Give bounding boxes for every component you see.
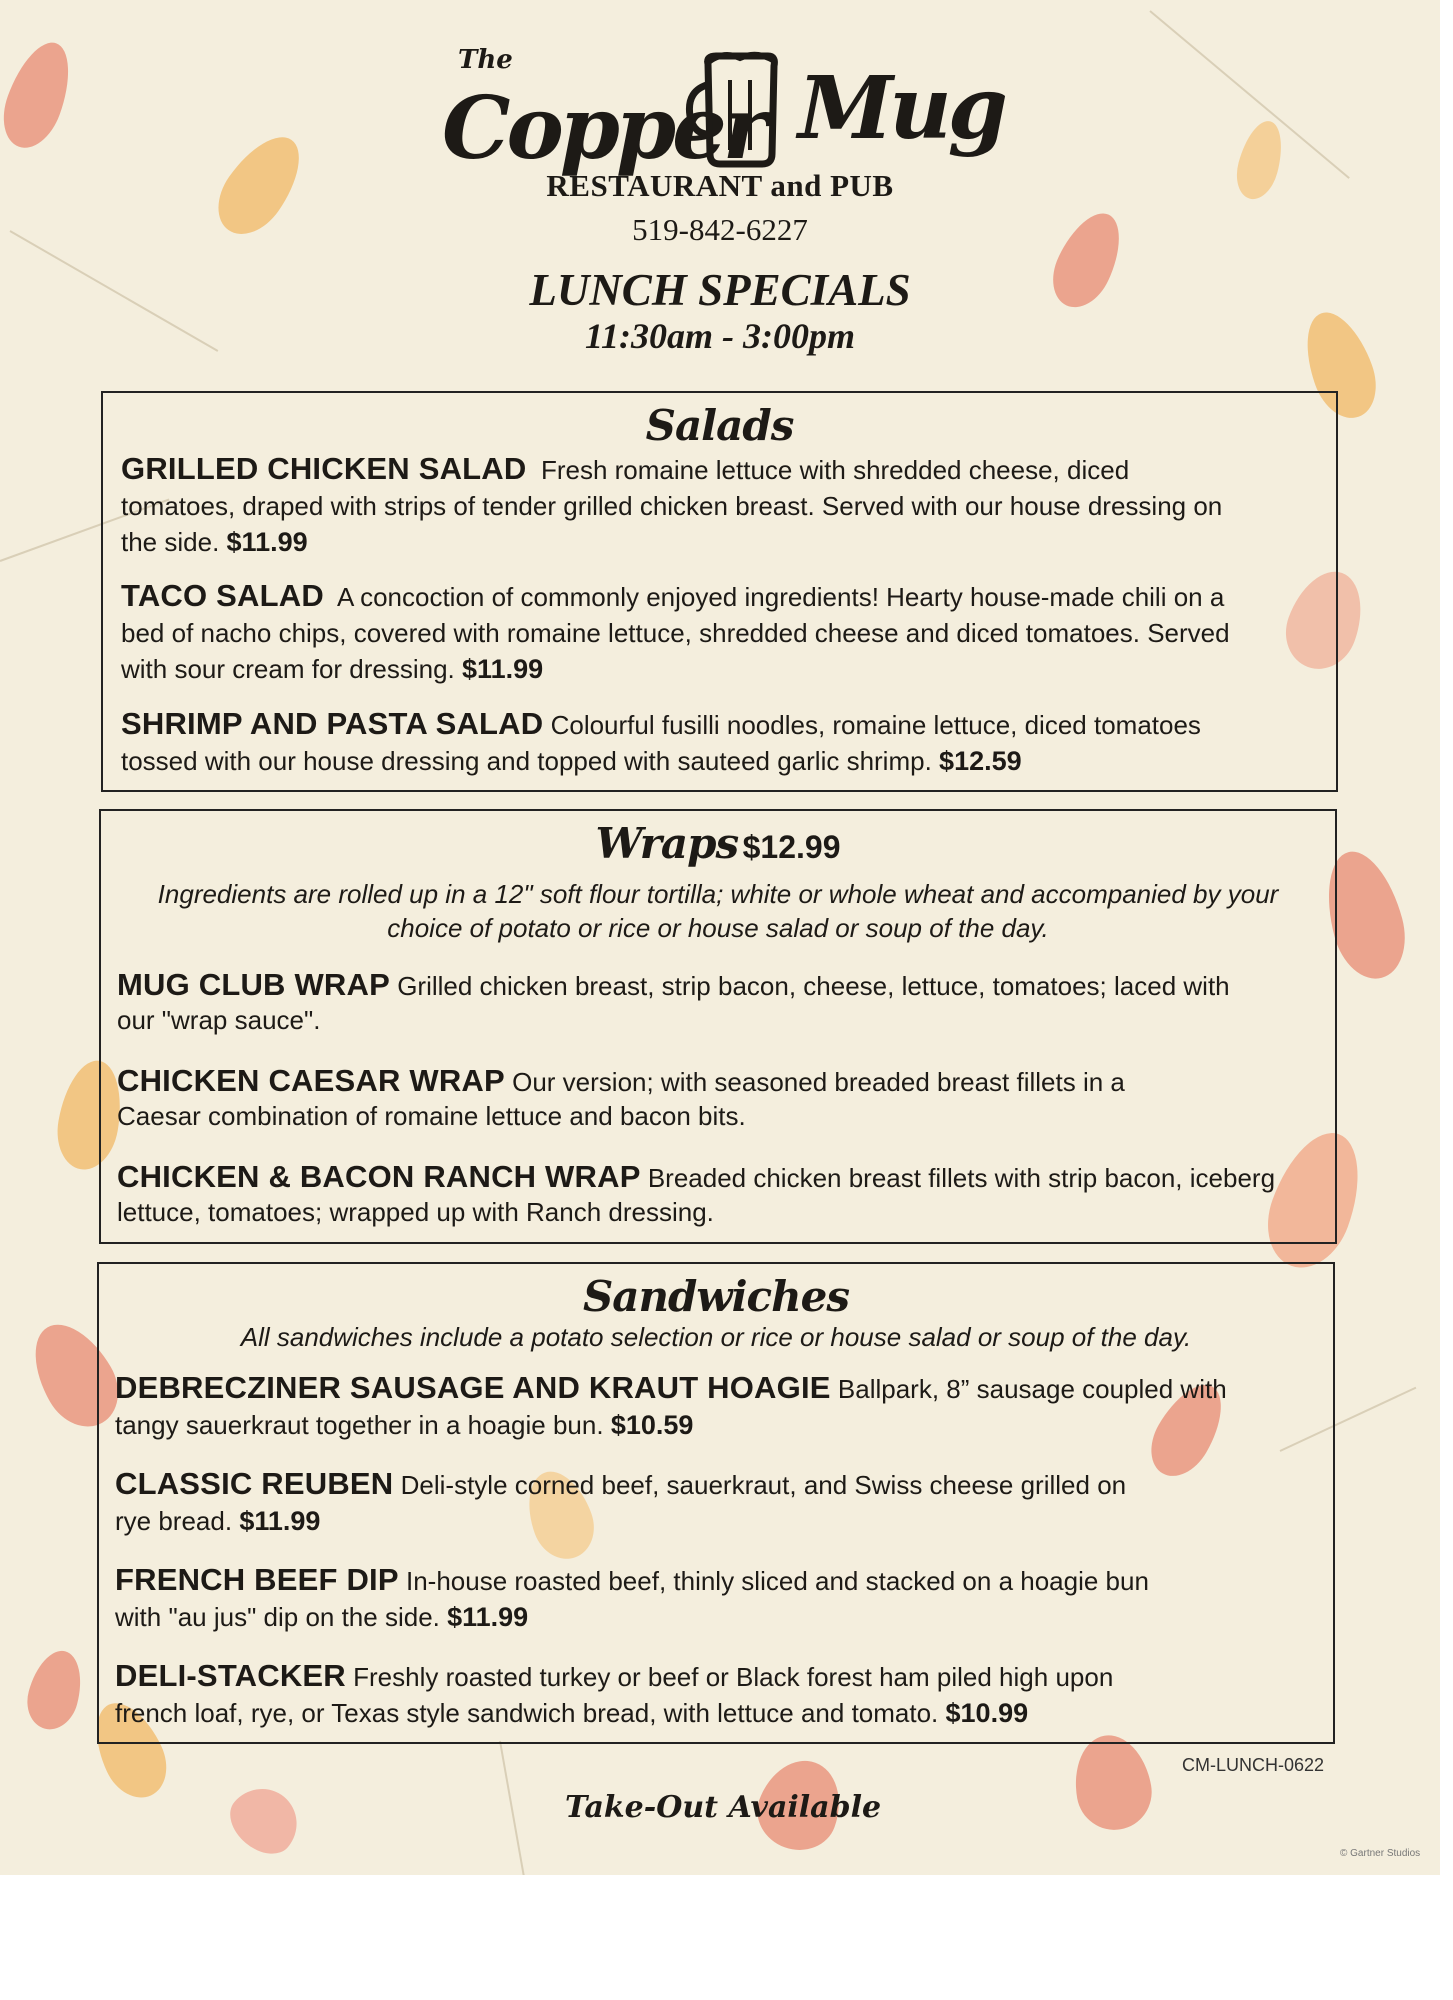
salads-section bbox=[101, 391, 1338, 792]
wraps-note bbox=[101, 877, 1335, 945]
item-name: DELI-STACKER bbox=[115, 1658, 346, 1693]
item-description: with sour cream for dressing. bbox=[121, 654, 455, 684]
document-code: CM-LUNCH-0622 bbox=[1182, 1755, 1325, 1775]
menu-item bbox=[121, 451, 1331, 560]
item-description: tomatoes, draped with strips of tender grilled chicken breast. Served with our house dressing on bbox=[121, 491, 1223, 521]
leaf-decoration bbox=[1067, 1729, 1157, 1836]
item-description: our "wrap sauce". bbox=[117, 1005, 321, 1035]
restaurant-subtitle: RESTAURANT and PUB bbox=[546, 168, 894, 203]
menu-item bbox=[117, 1064, 1327, 1133]
logo-the-text: The bbox=[458, 45, 513, 75]
menu-item bbox=[115, 1466, 1325, 1539]
wraps-heading-row bbox=[101, 819, 1335, 868]
sandwiches-note: All sandwiches include a potato selection or rice or house salad or soup of the day. bbox=[240, 1322, 1192, 1352]
sandwiches-heading: Sandwiches bbox=[582, 1272, 850, 1321]
item-description: with "au jus" dip on the side. bbox=[115, 1602, 440, 1632]
menu-item bbox=[121, 706, 1331, 779]
sandwiches-section bbox=[97, 1262, 1335, 1744]
leaf-decoration bbox=[0, 34, 82, 156]
item-price: $11.99 bbox=[447, 1602, 529, 1632]
item-description: Breaded chicken breast fillets with strip bacon, iceberg bbox=[647, 1163, 1276, 1193]
item-description: the side. bbox=[121, 527, 220, 557]
item-price: $11.99 bbox=[226, 527, 308, 557]
page-title: LUNCH SPECIALS bbox=[529, 265, 911, 315]
item-price: $12.59 bbox=[939, 746, 1022, 776]
item-name: CHICKEN CAESAR WRAP bbox=[117, 1063, 505, 1098]
menu-item bbox=[115, 1370, 1325, 1443]
item-price: $10.59 bbox=[610, 1410, 694, 1440]
item-name: TACO SALAD bbox=[121, 578, 324, 613]
menu-item bbox=[117, 968, 1327, 1037]
item-description: Fresh romaine lettuce with shredded cheese, diced bbox=[540, 455, 1130, 485]
item-description: lettuce, tomatoes; wrapped up with Ranch dressing. bbox=[117, 1197, 714, 1227]
takeout-note: Take-Out Available bbox=[565, 1790, 882, 1825]
item-description: rye bread. bbox=[115, 1506, 233, 1536]
item-name: DEBRECZINER SAUSAGE AND KRAUT HOAGIE bbox=[115, 1370, 831, 1405]
menu-item bbox=[115, 1658, 1325, 1731]
item-description: A concoction of commonly enjoyed ingredients! Hearty house-made chili on a bbox=[336, 582, 1225, 612]
copper-mug-logo bbox=[430, 40, 1020, 180]
item-description: Our version; with seasoned breaded breast fillets in a bbox=[512, 1067, 1125, 1097]
item-name: FRENCH BEEF DIP bbox=[115, 1562, 399, 1597]
item-description: Deli-style corned beef, sauerkraut, and Swiss cheese grilled on bbox=[400, 1470, 1127, 1500]
item-description: french loaf, rye, or Texas style sandwich bread, with lettuce and tomato. bbox=[115, 1698, 939, 1728]
item-description: Colourful fusilli noodles, romaine lettuce, diced tomatoes bbox=[550, 710, 1201, 740]
leaf-decoration bbox=[20, 1645, 89, 1735]
item-name: GRILLED CHICKEN SALAD bbox=[121, 451, 527, 486]
item-name: CLASSIC REUBEN bbox=[115, 1466, 394, 1501]
stem-decoration bbox=[499, 1741, 543, 1875]
item-price: $11.99 bbox=[462, 654, 544, 684]
menu-item bbox=[117, 1160, 1327, 1229]
phone-number: 519-842-6227 bbox=[632, 212, 808, 247]
item-description: Ballpark, 8” sausage coupled with bbox=[837, 1374, 1227, 1404]
wraps-note-line: choice of potato or rice or house salad or soup of the day. bbox=[387, 913, 1049, 943]
logo-mug-text: Mug bbox=[798, 58, 1004, 159]
wraps-note-line: Ingredients are rolled up in a 12" soft flour tortilla; white or whole wheat and accompanied by your bbox=[157, 879, 1279, 909]
salads-heading: Salads bbox=[645, 401, 794, 450]
item-description: In-house roasted beef, thinly sliced and stacked on a hoagie bun bbox=[405, 1566, 1149, 1596]
item-name: MUG CLUB WRAP bbox=[117, 967, 390, 1002]
item-name: CHICKEN & BACON RANCH WRAP bbox=[117, 1159, 641, 1194]
item-description: tossed with our house dressing and topped with sauteed garlic shrimp. bbox=[121, 746, 932, 776]
wraps-heading: Wraps bbox=[595, 819, 739, 868]
item-description: tangy sauerkraut together in a hoagie bun. bbox=[115, 1410, 604, 1440]
leaf-decoration bbox=[219, 1775, 311, 1866]
menu-item bbox=[121, 578, 1331, 687]
item-description: Freshly roasted turkey or beef or Black forest ham piled high upon bbox=[353, 1662, 1114, 1692]
menu-item bbox=[115, 1562, 1325, 1635]
wraps-price: $12.99 bbox=[742, 829, 841, 865]
item-name: SHRIMP AND PASTA SALAD bbox=[121, 706, 544, 741]
item-price: $10.99 bbox=[945, 1698, 1029, 1728]
wraps-section bbox=[99, 809, 1337, 1244]
logo-copper-text: Copper bbox=[442, 78, 765, 179]
hours-text: 11:30am - 3:00pm bbox=[585, 316, 855, 356]
item-description: Grilled chicken breast, strip bacon, cheese, lettuce, tomatoes; laced with bbox=[397, 971, 1230, 1001]
item-description: bed of nacho chips, covered with romaine lettuce, shredded cheese and diced tomatoes. Served bbox=[121, 618, 1230, 648]
copyright-credit: © Gartner Studios bbox=[1340, 1848, 1421, 1859]
item-price: $11.99 bbox=[239, 1506, 321, 1536]
item-description: Caesar combination of romaine lettuce and bacon bits. bbox=[117, 1101, 746, 1131]
